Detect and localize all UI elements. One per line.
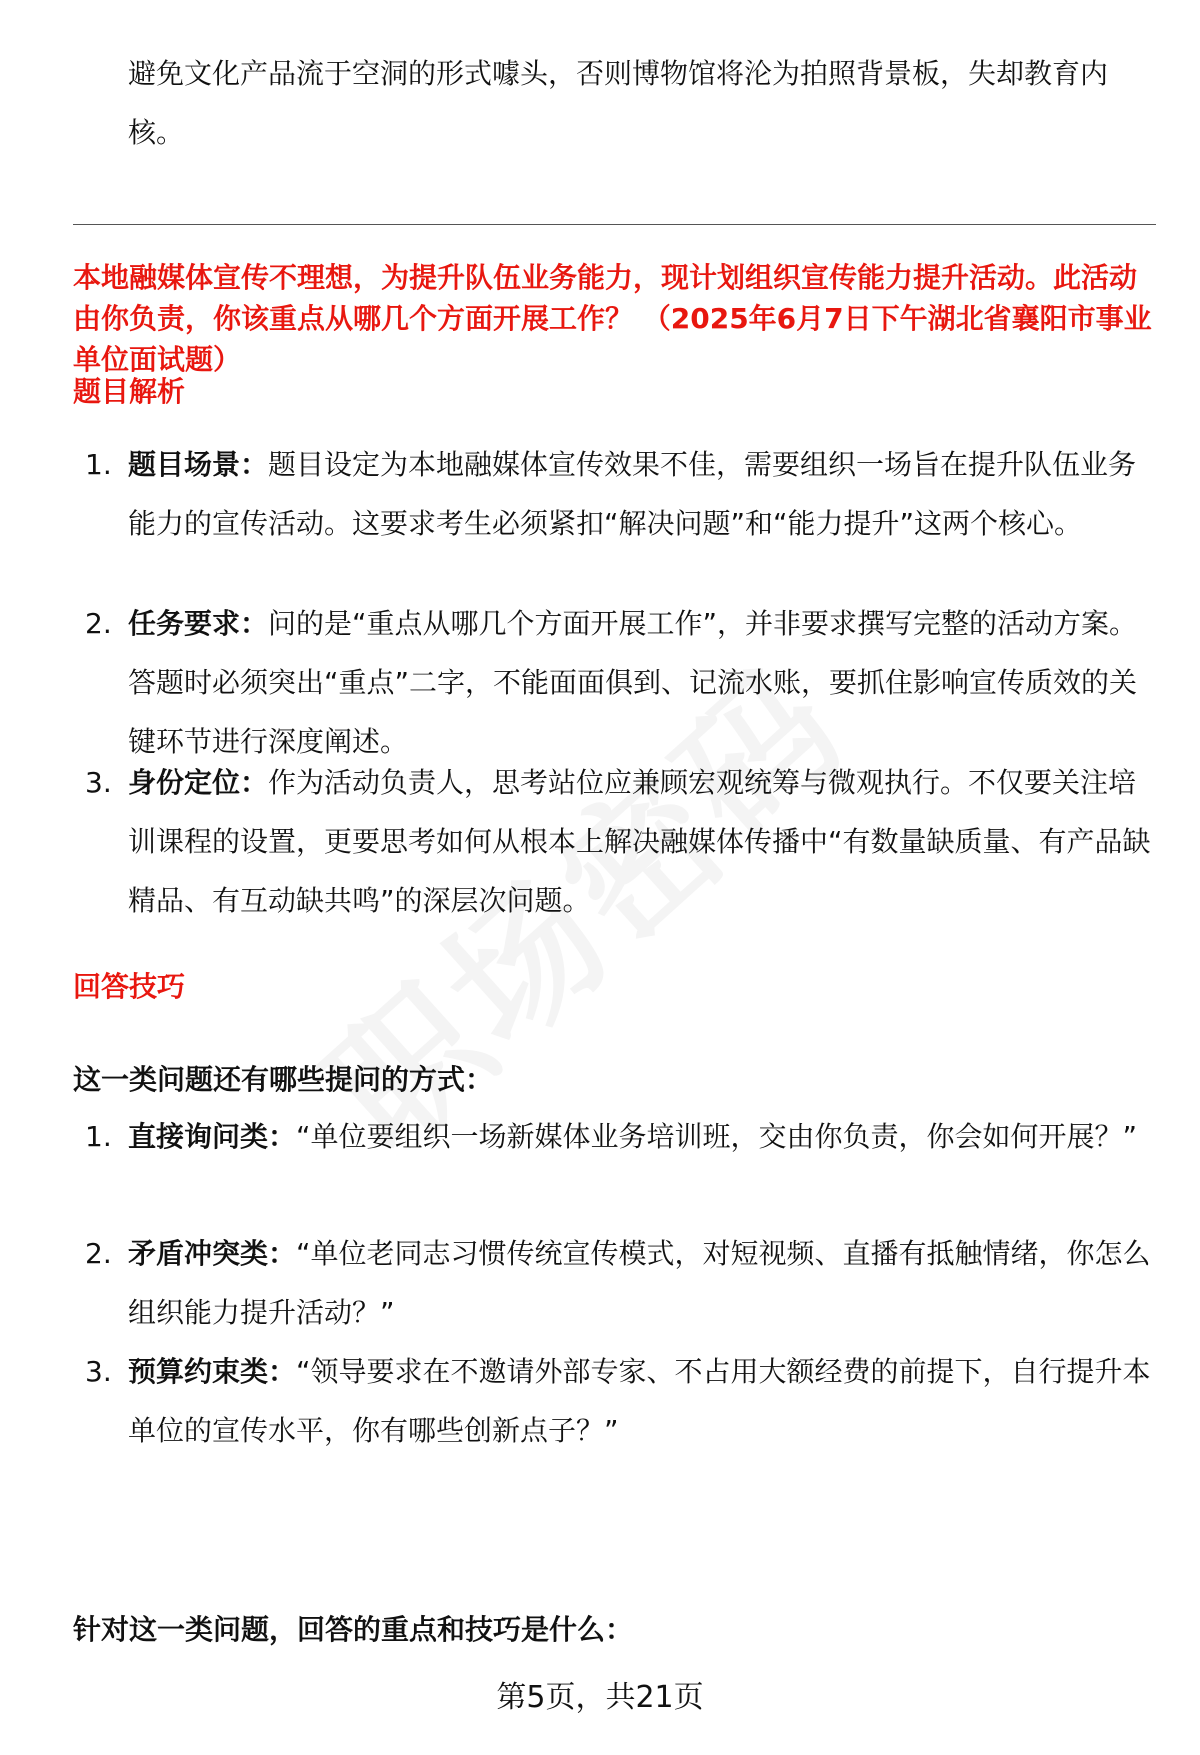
- item-text: “单位要组织一场新媒体业务培训班，交由你负责，你会如何开展？”: [296, 1120, 1138, 1153]
- item-label: 矛盾冲突类：: [128, 1237, 297, 1270]
- analysis-item: [85, 753, 1155, 930]
- list-number: 3.: [85, 1355, 112, 1388]
- tips-subheading: 这一类问题还有哪些提问的方式：: [73, 1063, 494, 1096]
- item-label: 预算约束类：: [128, 1355, 297, 1388]
- list-number: 2.: [85, 607, 112, 640]
- item-text: 问的是“重点从哪几个方面开展工作”，并非要求撰写完整的活动方案。答题时必须突出“重点”二字，不能面面俱到、记流水账，要抓住影响宣传质效的关键环节进行深度阐述。: [128, 607, 1138, 758]
- closing-subheading: 针对这一类问题，回答的重点和技巧是什么：: [73, 1613, 634, 1646]
- question-variant-item: [85, 1224, 1155, 1342]
- page-number: 第5页，共21页: [496, 1680, 704, 1715]
- analysis-item: [85, 435, 1155, 553]
- list-number: 2.: [85, 1237, 112, 1270]
- question-title: 本地融媒体宣传不理想，为提升队伍业务能力，现计划组织宣传能力提升活动。此活动由你负责，你该重点从哪几个方面开展工作？ （2025年6月7日下午湖北省襄阳市事业单位面试题）: [73, 261, 1152, 376]
- item-label: 任务要求：: [128, 607, 269, 640]
- item-label: 身份定位：: [128, 766, 269, 799]
- list-number: 3.: [85, 766, 112, 799]
- question-variant-item: [85, 1342, 1155, 1460]
- item-text: “单位老同志习惯传统宣传模式，对短视频、直播有抵触情绪，你怎么组织能力提升活动？”: [128, 1237, 1151, 1329]
- list-number: 1.: [85, 1120, 112, 1153]
- item-text: 作为活动负责人，思考站位应兼顾宏观统筹与微观执行。不仅要关注培训课程的设置，更要思考如何从根本上解决融媒体传播中“有数量缺质量、有产品缺精品、有互动缺共鸣”的深层次问题。: [128, 766, 1151, 917]
- top-paragraph: 避免文化产品流于空洞的形式噱头，否则博物馆将沦为拍照背景板，失却教育内核。: [128, 57, 1109, 149]
- section-divider: [73, 224, 1156, 225]
- item-label: 题目场景：: [128, 448, 269, 481]
- item-text: “领导要求在不邀请外部专家、不占用大额经费的前提下，自行提升本单位的宣传水平，你有哪些创新点子？”: [128, 1355, 1151, 1447]
- analysis-item: [85, 594, 1155, 771]
- tips-heading: 回答技巧: [73, 970, 186, 1003]
- item-label: 直接询问类：: [128, 1120, 297, 1153]
- list-number: 1.: [85, 448, 112, 481]
- question-variant-item: [85, 1107, 1155, 1166]
- analysis-heading: 题目解析: [73, 375, 186, 408]
- item-text: 题目设定为本地融媒体宣传效果不佳，需要组织一场旨在提升队伍业务能力的宣传活动。这要求考生必须紧扣“解决问题”和“能力提升”这两个核心。: [128, 448, 1137, 540]
